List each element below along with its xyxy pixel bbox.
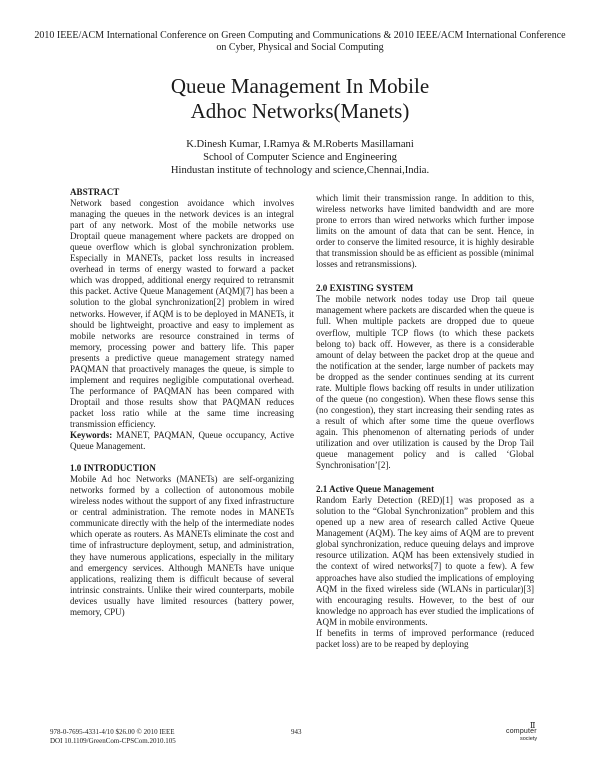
intro-body: Mobile Ad hoc Networks (MANETs) are self-organizing networks formed by a collection of autonomous mobile wireless nodes without the support of any fixed infrastructure or central administration. The remote nodes in MANETs communicate directly with the help of the intermediate nodes which operate as routers. As MANETs eliminate the cost and time of infrastructure deployment, setup, and administration, they have numerous applications, especially in the military and emergency services. Although MANETs have unique applications, realizing them is difficult because of several intrinsic constraints. Unlike their wired counterparts, mobile devices usually have limited resources (battery power, memory, CPU) [70, 474, 294, 617]
author-names: K.Dinesh Kumar, I.Ramya & M.Roberts Masillamani [186, 139, 414, 150]
conference-header [30, 30, 570, 54]
left-column [70, 187, 294, 618]
keywords [70, 430, 294, 452]
author-institute: Hindustan institute of technology and science,Chennai,India. [170, 165, 430, 176]
author-school: School of Computer Science and Engineering [203, 152, 397, 163]
existing-body: The mobile network nodes today use Drop tail queue management where packets are discarded when the queue is full. When multiple packets are dropped due to queue overflow, multiple TCP flows (to which these packets belong to) back off. However, as there is a considerable amount of delay between the packet drop at the queue and the notification at the sender, large number of packets may be dropped as the sender continues sending at its current rate. Multiple flows backing off results in under utilization of the queue (no congestion). When these flows sense this (no congestion), they start increasing their sending rates as a result of which after some time the queue overflows again. This phenomenon of alternating periods of under utilization and over utilization is caused by the Drop Tail queue management policy and is called ‘Global Synchronisation’[2]. [316, 294, 534, 471]
author-block [60, 138, 540, 177]
aqm-body-2: If benefits in terms of improved performance (reduced packet loss) are to be reaped by deploying [316, 627, 534, 649]
title-line-2: Adhoc Networks(Manets) [190, 99, 410, 123]
page-number: 943 [291, 728, 302, 736]
logo-text: computer [506, 728, 537, 735]
paper-title [60, 74, 540, 124]
logo-society: society [520, 736, 538, 742]
abstract-heading: ABSTRACT [70, 187, 120, 197]
computer-society-logo [496, 722, 544, 748]
existing-heading: 2.0 EXISTING SYSTEM [316, 283, 414, 294]
footer-isbn: 978-0-7695-4331-4/10 $26.00 © 2010 IEEE [50, 728, 175, 736]
intro-heading: 1.0 INTRODUCTION [70, 463, 156, 474]
conference-line-1: 2010 IEEE/ACM International Conference on Green Computing and Communications & 2010 IEEE/ACM International Conference [34, 30, 566, 41]
logo-mark-icon: Ⅱ [530, 721, 536, 730]
right-column [316, 193, 534, 650]
footer-doi: DOI 10.1109/GreenCom-CPSCom.2010.105 [50, 737, 176, 745]
aqm-body: Random Early Detection (RED)[1] was proposed as a solution to the “Global Synchronization” problem and this opened up a new area of research called Active Queue Management (AQM). The key aims of AQM are to prevent global synchronization, reduce queuing delays and improve resource utilization. AQM has been extensively studied in the context of wired networks[7] to quote a few). A few approaches have also studied the implications of employing AQM in the fixed wireless side (WLANs in particular)[3] with encouraging results. However, to the best of our knowledge no approach has ever studied the implications of AQM in mobile environments. [316, 495, 534, 627]
title-line-1: Queue Management In Mobile [170, 74, 430, 98]
abstract-body: Network based congestion avoidance which involves managing the queues in the network devices is an integral part of any network. Most of the mobile networks use Droptail queue management where packets are dropped on queue overflow which is global synchronization problem. Especially in MANETs, packet loss results in increased overhead in terms of energy wasted to forward a packet which was dropped, additional energy required to retransmit this packet. Active Queue Management (AQM)[7] has been a solution to the global synchronization[2] problem in wired networks. However, if AQM is to be deployed in MANETs, it should be lightweight, proactive and easy to implement as mobile networks are resource constrained in terms of memory, processing power and battery life. This paper presents a predictive queue management strategy named PAQMAN that proactively manages the queue, is simple to implement and requires negligible computational overhead. The performance of PAQMAN has been compared with Droptail and those results show that PAQMAN reduces packet loss ratio while at the same time increasing transmission efficiency. [70, 198, 294, 429]
conference-line-2: on Cyber, Physical and Social Computing [216, 42, 384, 53]
keywords-label: Keywords: [70, 430, 113, 441]
intro-continued: which limit their transmission range. In addition to this, wireless networks have limited bandwidth and are more prone to errors than wired networks which further impose limits on the amount of data that can be sent. Hence, in order to conserve the limited resource, it is highly desirable that transmission should be as efficient as possible (minimal losses and retransmissions). [316, 193, 534, 270]
keywords-text: MANET, PAQMAN, Queue occupancy, Active Queue Management. [70, 430, 294, 452]
footer-info [50, 728, 176, 746]
aqm-heading: 2.1 Active Queue Management [316, 484, 435, 495]
